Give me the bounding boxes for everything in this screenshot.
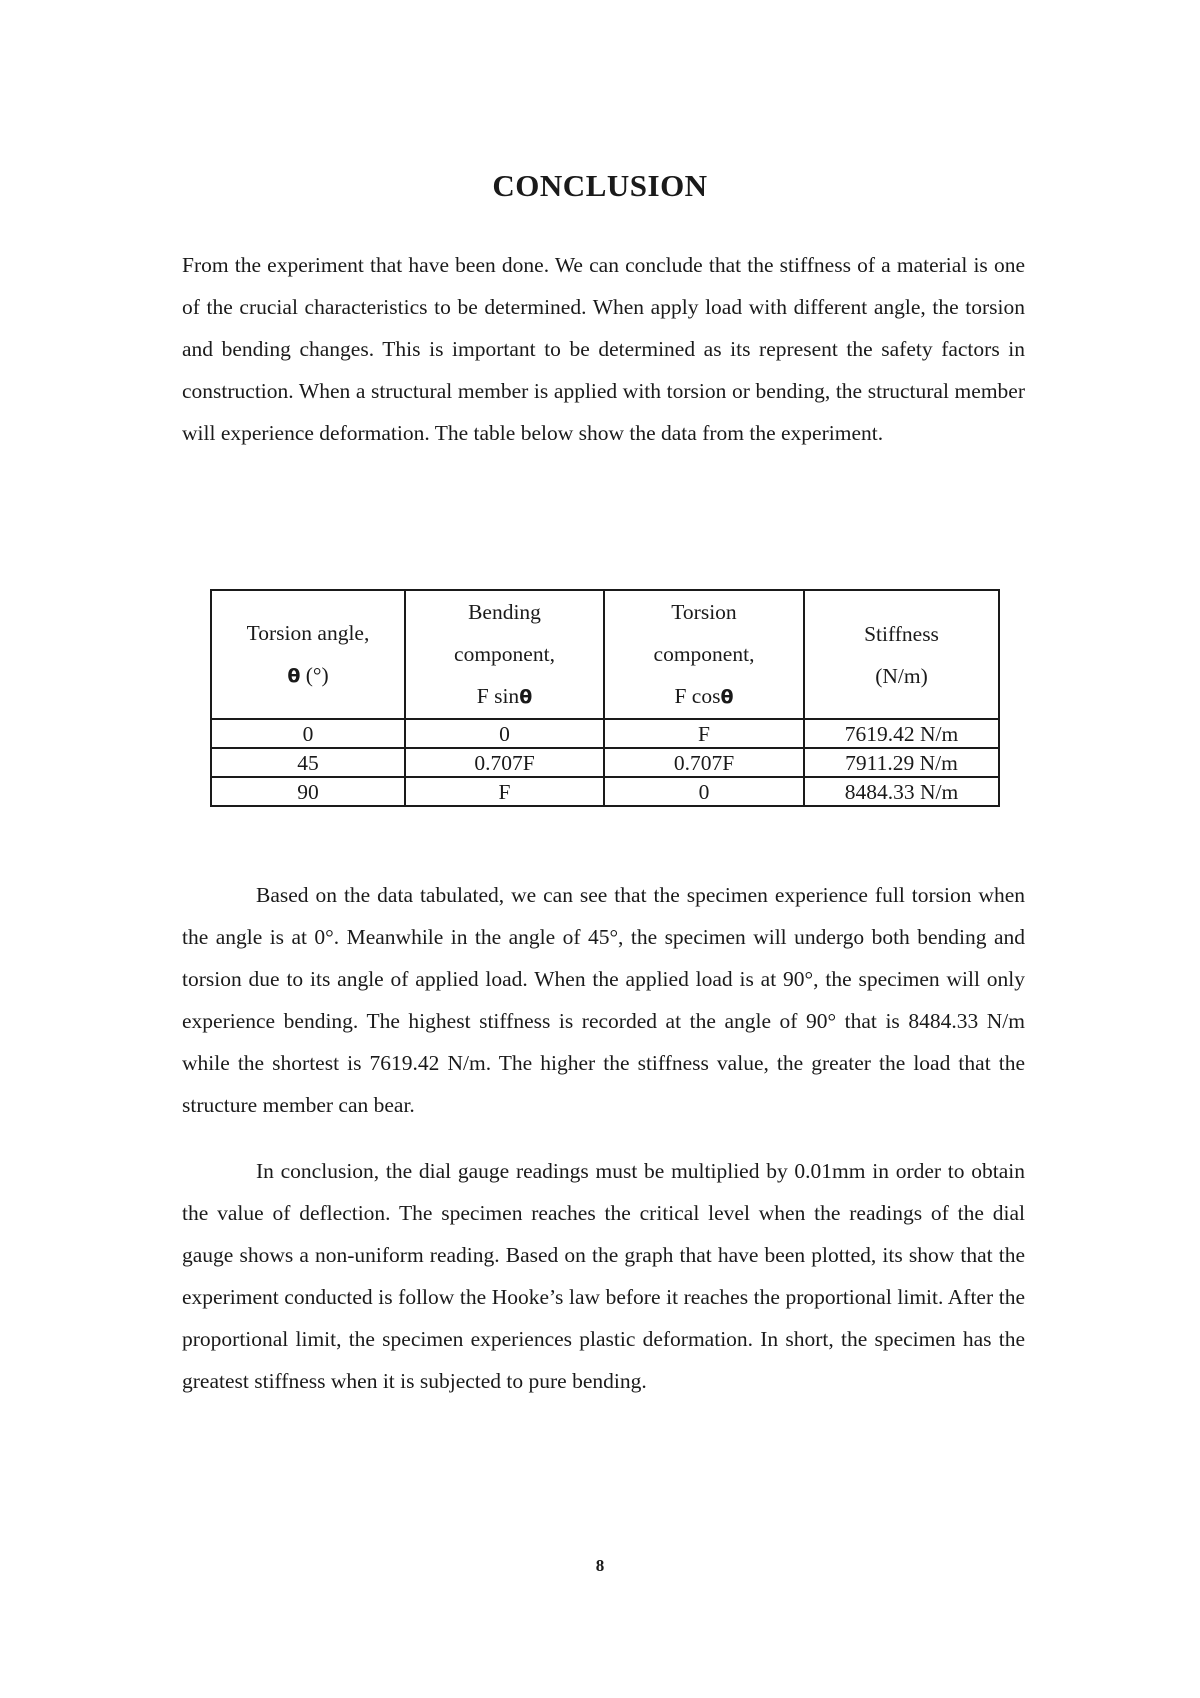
analysis-paragraph: Based on the data tabulated, we can see that the specimen experience full torsion when the angle is at 0°. Meanwhile in the angle of 45°, the specimen will undergo both bending and torsion due to its angle of applied load. When the applied load is at 90°, the specimen will only experience bending. The highest stiffness is recorded at the angle of 90° that is 8484.33 N/m while the shortest is 7619.42 N/m. The higher the stiffness value, the greater the load that the structure member can bear. [182,883,1025,1117]
header-bending-component [405,590,604,719]
header-stiffness-unit: (N/m) [875,663,928,688]
results-table [210,589,1000,807]
table-row [211,748,999,777]
cell-angle: 0 [211,719,405,748]
cell-stiffness: 7619.42 N/m [804,719,999,748]
header-angle-unit-line [212,654,404,697]
theta-symbol: θ [720,686,734,708]
header-torsion-label-2: component, [653,642,755,666]
table-row [211,777,999,806]
intro-paragraph: From the experiment that have been done. We can conclude that the stiffness of a material is one of the crucial characteristics to be determined. When apply load with different angle, the torsion and bending changes. This is important to be determined as its represent the safety factors in construction. When a structural member is applied with torsion or bending, the structural member will experience deformation. The table below show the data from the experiment. [182,253,1025,445]
header-stiffness-label: Stiffness [864,621,939,646]
header-torsion-angle [211,590,405,719]
header-torsion-label: Torsion [671,600,737,624]
header-torsion-formula: F cos [674,684,721,708]
cell-torsion: F [604,719,804,748]
header-stiffness [804,590,999,719]
table-row [211,719,999,748]
cell-angle: 45 [211,748,405,777]
header-torsion-component [604,590,804,719]
cell-torsion: 0 [604,777,804,806]
cell-bending: F [405,777,604,806]
cell-bending: 0.707F [405,748,604,777]
table-header-row [211,590,999,719]
header-angle-label: Torsion angle, [246,621,370,645]
header-torsion-formula-line [605,675,803,718]
header-angle-unit: (°) [300,663,329,687]
theta-symbol: θ [519,686,533,708]
page-title: CONCLUSION [492,168,708,203]
cell-bending: 0 [405,719,604,748]
cell-angle: 90 [211,777,405,806]
cell-torsion: 0.707F [604,748,804,777]
header-bending-formula-line [406,675,603,718]
cell-stiffness: 8484.33 N/m [804,777,999,806]
header-bending-label: Bending [468,600,541,624]
cell-stiffness: 7911.29 N/m [804,748,999,777]
summary-paragraph: In conclusion, the dial gauge readings must be multiplied by 0.01mm in order to obtain the value of deflection. The specimen reaches the critical level when the readings of the dial gauge shows a non-uniform reading. Based on the graph that have been plotted, its show that the experiment conducted is follow the Hooke’s law before it reaches the proportional limit. After the proportional limit, the specimen experiences plastic deformation. In short, the specimen has the greatest stiffness when it is subjected to pure bending. [182,1159,1025,1393]
header-bending-formula: F sin [476,684,520,708]
page-number: 8 [595,1556,605,1575]
theta-symbol: θ [287,665,301,687]
header-bending-label-2: component, [454,642,555,666]
